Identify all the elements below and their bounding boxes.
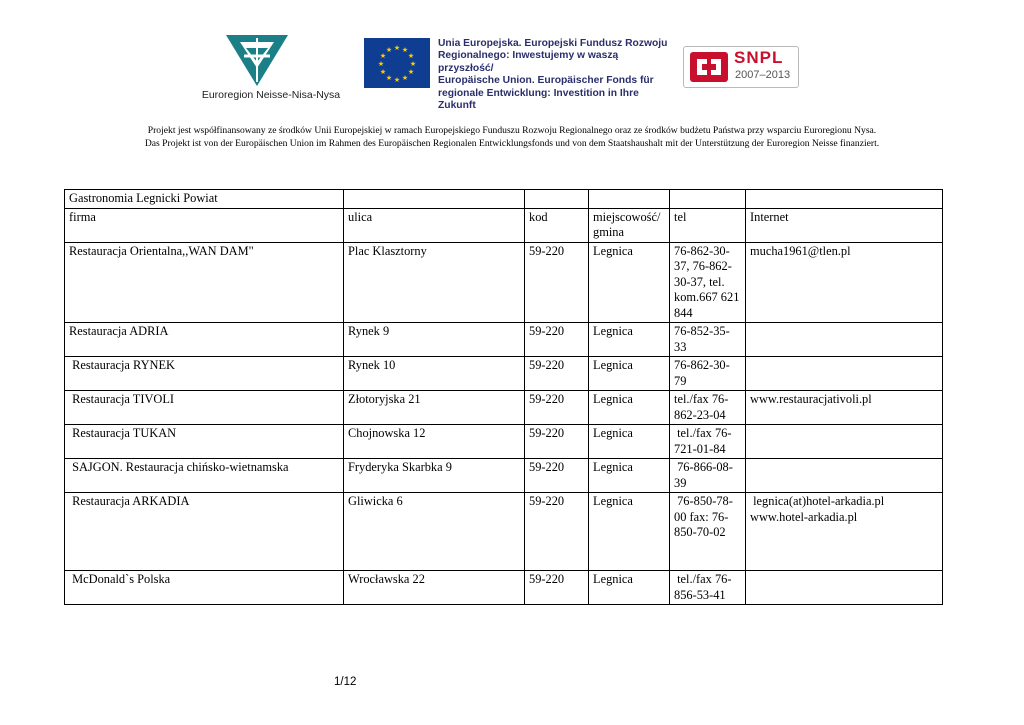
cell-kod: 59-220 bbox=[525, 242, 589, 323]
eu-line: Regionalnego: Inwestujemy w waszą przyszłość/ bbox=[438, 50, 619, 74]
cell-ulica: Rynek 10 bbox=[344, 357, 525, 391]
snpl-logo bbox=[683, 46, 799, 88]
cell-internet bbox=[746, 459, 943, 493]
column-header: kod bbox=[525, 208, 589, 242]
column-header: Internet bbox=[746, 208, 943, 242]
cell-miejscowosc: Legnica bbox=[589, 425, 670, 459]
svg-text:★: ★ bbox=[379, 68, 387, 76]
table-row bbox=[65, 391, 943, 425]
cell-internet: mucha1961@tlen.pl bbox=[746, 242, 943, 323]
cell-kod: 59-220 bbox=[525, 357, 589, 391]
table-header-row bbox=[65, 208, 943, 242]
cell-firma: Restauracja Orientalna,,WAN DAM" bbox=[65, 242, 344, 323]
cell-ulica: Plac Klasztorny bbox=[344, 242, 525, 323]
table-row bbox=[65, 323, 943, 357]
svg-text:★: ★ bbox=[385, 74, 393, 82]
cell-kod: 59-220 bbox=[525, 459, 589, 493]
snpl-years: 2007–2013 bbox=[735, 69, 791, 81]
euroregion-logo bbox=[196, 34, 346, 104]
cell-ulica: Gliwicka 6 bbox=[344, 493, 525, 571]
svg-text:★: ★ bbox=[409, 60, 417, 68]
column-header: firma bbox=[65, 208, 344, 242]
table-row bbox=[65, 459, 943, 493]
snpl-emblem-icon bbox=[689, 51, 729, 83]
svg-text:★: ★ bbox=[377, 60, 385, 68]
cell-miejscowosc: Legnica bbox=[589, 357, 670, 391]
cell-firma: Restauracja TUKAN bbox=[65, 425, 344, 459]
table-row bbox=[65, 425, 943, 459]
cell-internet bbox=[746, 323, 943, 357]
cell-miejscowosc: Legnica bbox=[589, 459, 670, 493]
eu-line: Unia Europejska. Europejski Fundusz Rozwoju bbox=[438, 38, 668, 49]
page-number: 1/12 bbox=[334, 676, 357, 688]
table-row bbox=[65, 357, 943, 391]
svg-text:★: ★ bbox=[379, 52, 387, 60]
cell-ulica: Fryderyka Skarbka 9 bbox=[344, 459, 525, 493]
cell-miejscowosc: Legnica bbox=[589, 242, 670, 323]
svg-text:★: ★ bbox=[407, 68, 415, 76]
snpl-title: SNPL bbox=[734, 48, 784, 67]
svg-text:★: ★ bbox=[401, 74, 409, 82]
table-title-row bbox=[65, 190, 943, 209]
svg-text:★: ★ bbox=[393, 76, 401, 84]
table-title: Gastronomia Legnicki Powiat bbox=[65, 190, 344, 209]
cell-kod: 59-220 bbox=[525, 425, 589, 459]
svg-text:★: ★ bbox=[385, 46, 393, 54]
table-row bbox=[65, 493, 943, 571]
cell-tel: 76-866-08-39 bbox=[670, 459, 746, 493]
eu-flag-icon bbox=[364, 38, 430, 88]
euroregion-caption: Euroregion Neisse-Nisa-Nysa bbox=[201, 89, 341, 101]
funding-note-de: Das Projekt ist von der Europäischen Union im Rahmen des Europäischen Regionalen Entwicklungsfonds und von dem Staatshaushalt mit der Unterstützung der Euroregion Neisse finanziert. bbox=[144, 138, 880, 149]
cell-internet: www.restauracjativoli.pl bbox=[746, 391, 943, 425]
cell-tel: 76-862-30-79 bbox=[670, 357, 746, 391]
eu-line: regionale Entwicklung: Investition in Ihre Zukunft bbox=[438, 87, 639, 112]
cell-miejscowosc: Legnica bbox=[589, 323, 670, 357]
column-header: tel bbox=[670, 208, 746, 242]
cell-ulica: Złotoryjska 21 bbox=[344, 391, 525, 425]
cell-internet bbox=[746, 357, 943, 391]
cell-miejscowosc: Legnica bbox=[589, 493, 670, 571]
cell-miejscowosc: Legnica bbox=[589, 571, 670, 605]
cell-kod: 59-220 bbox=[525, 571, 589, 605]
cell-internet bbox=[746, 571, 943, 605]
funding-note-pl: Projekt jest współfinansowany ze środków Unii Europejskiej w ramach Europejskiego Funduszu Rozwoju Regionalnego oraz ze środków budżetu Państwa przy wsparciu Euroregionu Nysa. bbox=[147, 125, 877, 136]
eu-line: Europäische Union. Europäischer Fonds für bbox=[438, 75, 654, 87]
gastronomy-table bbox=[64, 189, 943, 605]
cell-firma: Restauracja RYNEK bbox=[65, 357, 344, 391]
funding-notes bbox=[40, 124, 984, 150]
table-row bbox=[65, 242, 943, 323]
cell-ulica: Rynek 9 bbox=[344, 323, 525, 357]
svg-text:★: ★ bbox=[407, 52, 415, 60]
cell-tel: 76-850-78-00 fax: 76-850-70-02 bbox=[670, 493, 746, 571]
svg-text:★: ★ bbox=[393, 44, 401, 52]
cell-kod: 59-220 bbox=[525, 323, 589, 357]
cell-firma: McDonald`s Polska bbox=[65, 571, 344, 605]
column-header: ulica bbox=[344, 208, 525, 242]
cell-firma: Restauracja ARKADIA bbox=[65, 493, 344, 571]
eu-logo bbox=[364, 38, 668, 112]
svg-text:★: ★ bbox=[401, 46, 409, 54]
cell-tel: tel./fax 76-721-01-84 bbox=[670, 425, 746, 459]
cell-internet bbox=[746, 425, 943, 459]
cell-ulica: Wrocławska 22 bbox=[344, 571, 525, 605]
cell-tel: tel./fax 76-862-23-04 bbox=[670, 391, 746, 425]
eu-program-text bbox=[438, 38, 668, 112]
cell-firma: Restauracja ADRIA bbox=[65, 323, 344, 357]
cell-firma: SAJGON. Restauracja chińsko-wietnamska bbox=[65, 459, 344, 493]
cell-firma: Restauracja TIVOLI bbox=[65, 391, 344, 425]
table-row bbox=[65, 571, 943, 605]
cell-tel: tel./fax 76-856-53-41 bbox=[670, 571, 746, 605]
cell-tel: 76-852-35-33 bbox=[670, 323, 746, 357]
cell-kod: 59-220 bbox=[525, 493, 589, 571]
cell-ulica: Chojnowska 12 bbox=[344, 425, 525, 459]
column-header: miejscowość/ gmina bbox=[589, 208, 670, 242]
cell-tel: 76-862-30-37, 76-862-30-37, tel. kom.667 621 844 bbox=[670, 242, 746, 323]
cell-miejscowosc: Legnica bbox=[589, 391, 670, 425]
cell-kod: 59-220 bbox=[525, 391, 589, 425]
euroregion-emblem-icon bbox=[196, 34, 346, 88]
cell-internet: legnica(at)hotel-arkadia.pl www.hotel-arkadia.pl bbox=[746, 493, 943, 571]
